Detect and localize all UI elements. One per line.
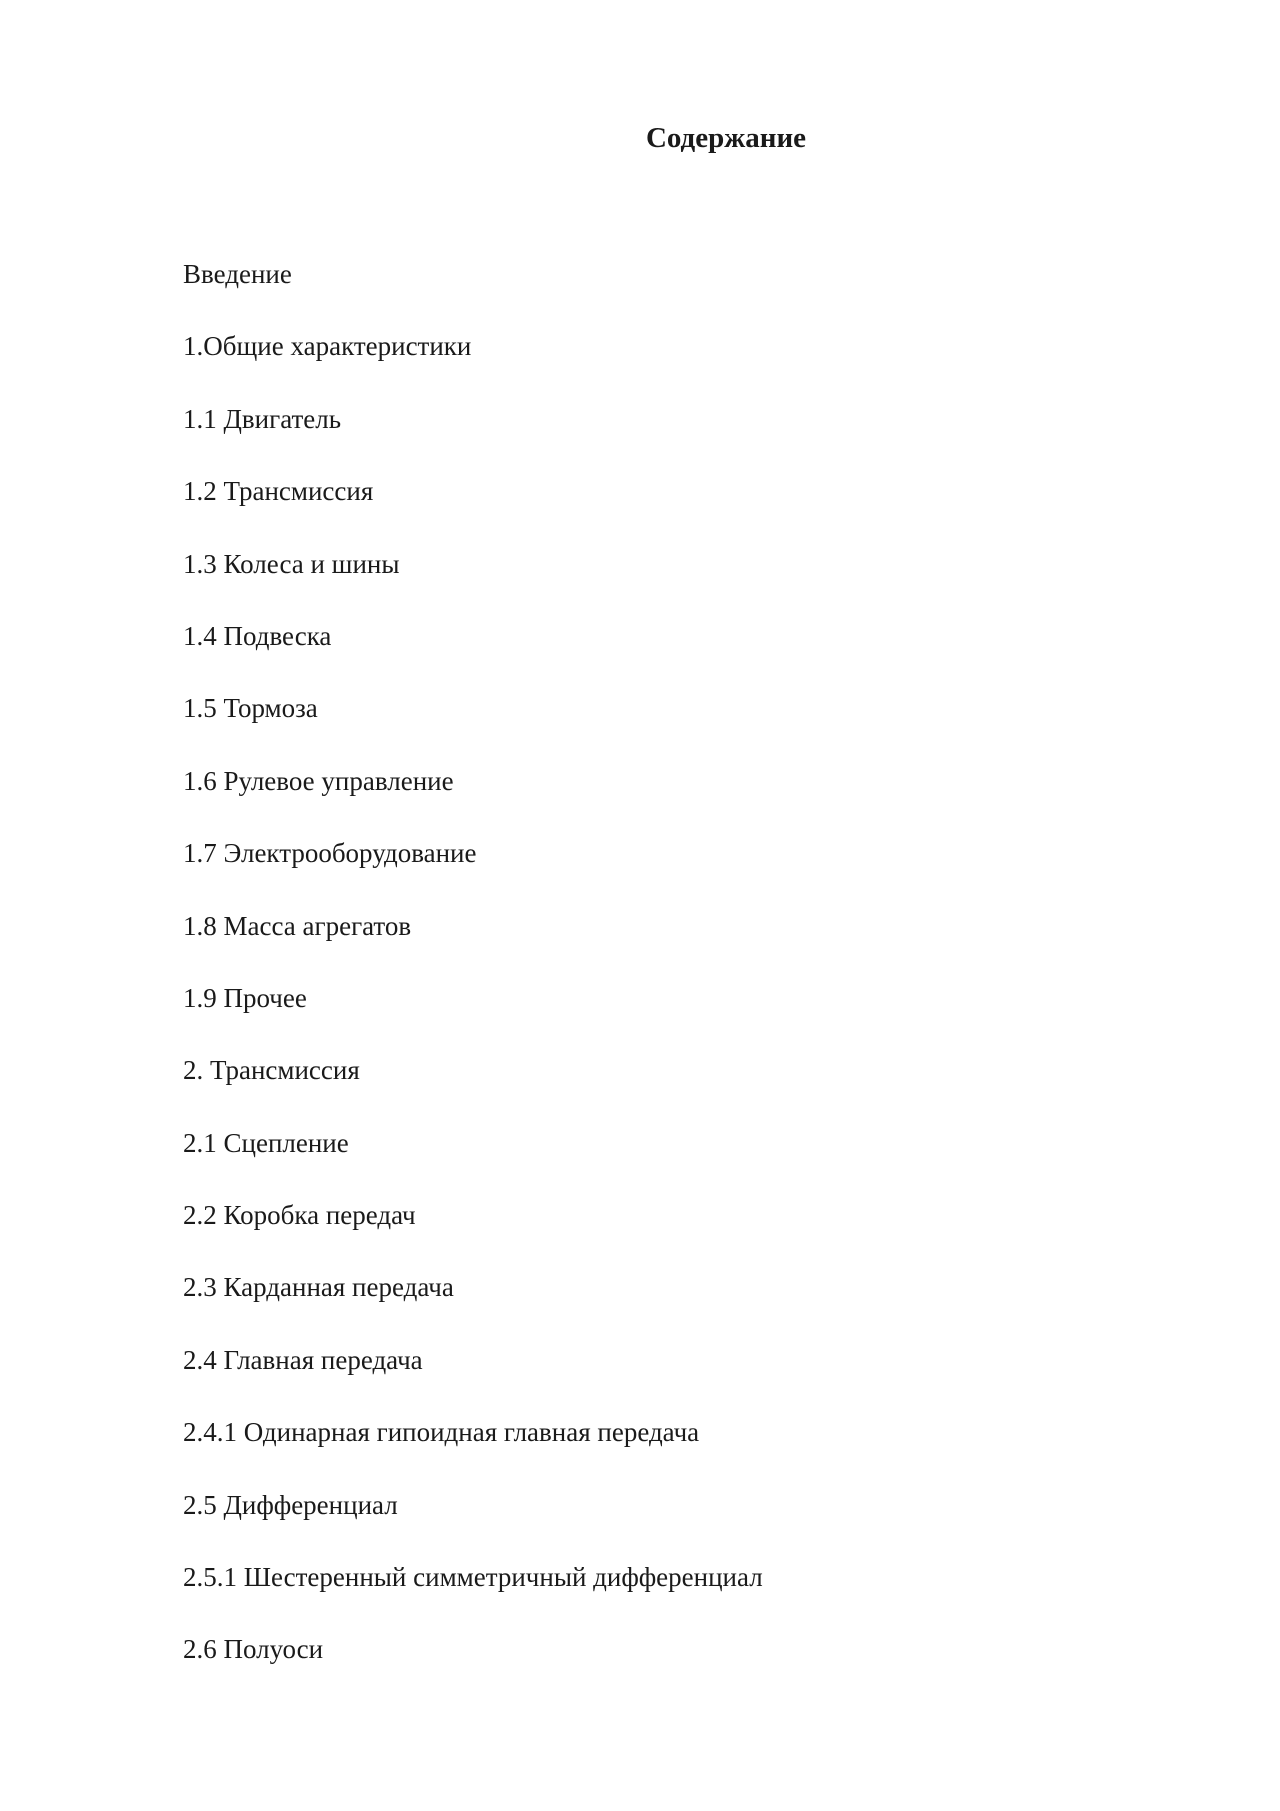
toc-item-1-2: 1.2 Трансмиссия — [183, 476, 374, 507]
toc-item-1-6: 1.6 Рулевое управление — [183, 765, 454, 796]
toc-item-1-7: 1.7 Электрооборудование — [183, 838, 477, 869]
toc-item-1-9: 1.9 Прочее — [183, 982, 307, 1013]
toc-item-1-4: 1.4 Подвеска — [183, 620, 332, 651]
toc-item-2-6: 2.6 Полуоси — [183, 1634, 324, 1665]
toc-item-2-4: 2.4 Главная передача — [183, 1344, 423, 1375]
toc-item-2-1: 2.1 Сцепление — [183, 1127, 349, 1158]
toc-item-1: 1.Общие характеристики — [183, 331, 472, 362]
toc-item-2-2: 2.2 Коробка передач — [183, 1200, 416, 1231]
toc-item-1-1: 1.1 Двигатель — [183, 403, 342, 434]
page-title: Содержание — [645, 122, 807, 154]
toc-item-1-5: 1.5 Тормоза — [183, 693, 318, 724]
toc-item-introduction: Введение — [183, 259, 292, 289]
toc-item-2-5-1: 2.5.1 Шестеренный симметричный дифференциал — [183, 1562, 763, 1593]
toc-item-2: 2. Трансмиссия — [183, 1055, 360, 1086]
toc-item-2-4-1: 2.4.1 Одинарная гипоидная главная передача — [183, 1417, 700, 1448]
toc-item-2-5: 2.5 Дифференциал — [183, 1489, 398, 1520]
toc-item-1-8: 1.8 Масса агрегатов — [183, 910, 412, 941]
toc-item-1-3: 1.3 Колеса и шины — [183, 548, 400, 579]
toc-item-2-3: 2.3 Карданная передача — [183, 1272, 454, 1303]
table-of-contents — [183, 256, 763, 1704]
